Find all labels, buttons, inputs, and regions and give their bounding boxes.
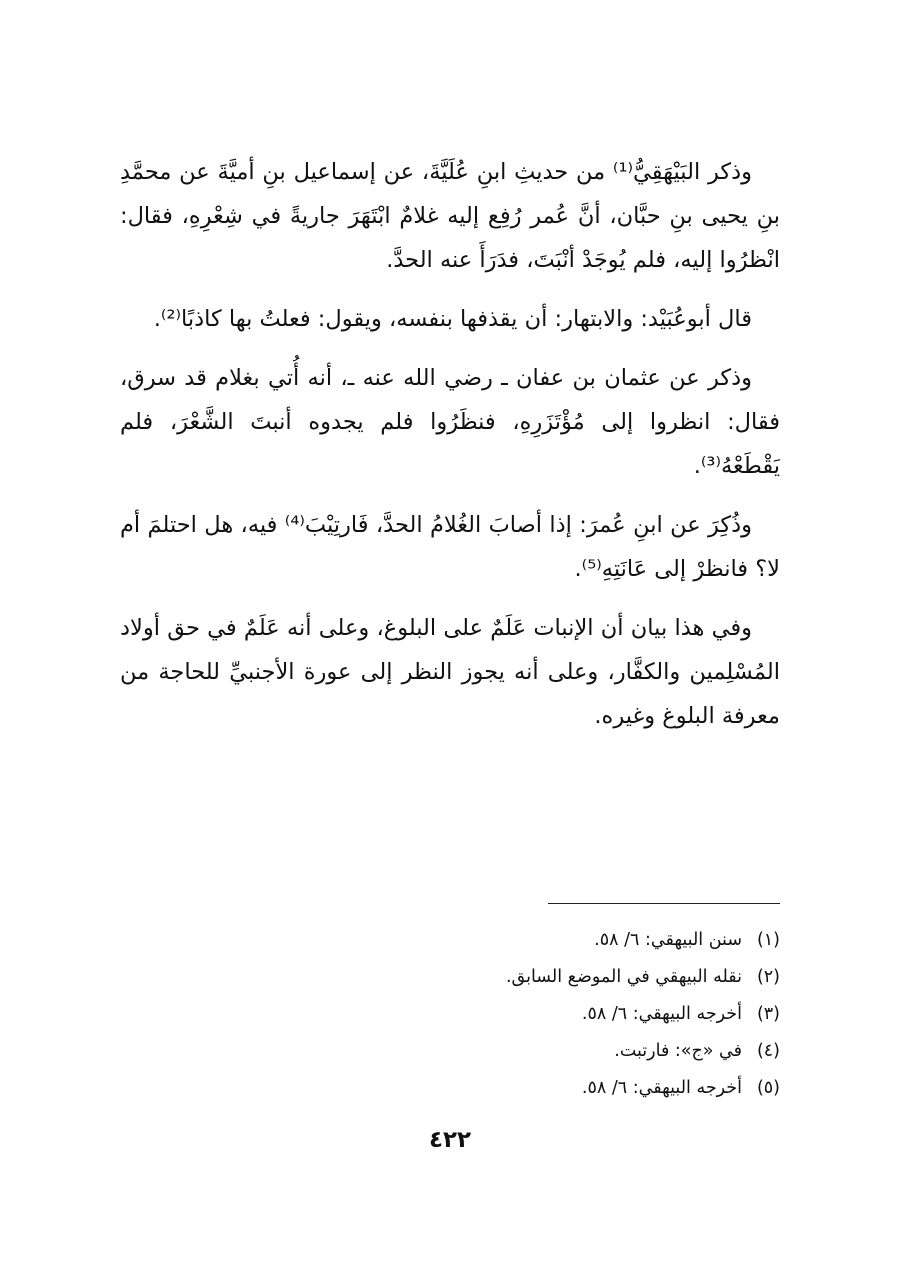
footnote-text: سنن البيهقي: ٦/ ٥٨. [594, 930, 742, 950]
footnote-number: (٥) [756, 1078, 780, 1098]
paragraph: وذكر البَيْهَقِيُّ⁽¹⁾ من حديثِ ابنِ عُلَيَّةَ، عن إسماعيل بنِ أميَّةَ عن محمَّدِ بنِ يحيى بنِ حبَّان، أنَّ عُمر رُفِع إليه غلامٌ ابْتَهَرَ جاريةً في شِعْرِهِ، فقال: انْظرُوا إليه، فلم يُوجَدْ أنْبَتَ، فدَرَأَ عنه الحدَّ. [120, 159, 780, 273]
footnote-number: (٤) [756, 1041, 780, 1061]
main-text [120, 150, 780, 753]
paragraph: وذكر عن عثمان بن عفان ـ رضي الله عنه ـ، أنه أُتي بغلام قد سرق، فقال: انظروا إلى مُؤْتَزَرِهِ، فنظَرُوا فلم يجدوه أنبتَ الشَّعْرَ، فلم يَقْطَعْهُ⁽³⁾. [120, 365, 780, 479]
footnote-number: (٣) [756, 1004, 780, 1024]
footnote-item [120, 1033, 780, 1070]
footnote-number: (١) [756, 930, 780, 950]
footnote-item [120, 1070, 780, 1107]
page-number: ٤٢٢ [428, 1127, 472, 1153]
footnote-number: (٢) [756, 967, 780, 987]
paragraph: وفي هذا بيان أن الإنبات عَلَمٌ على البلوغ، وعلى أنه عَلَمٌ في حق أولاد المُسْلِمين والكفَّار، وعلى أنه يجوز النظر إلى عورة الأجنبيِّ للحاجة من معرفة البلوغ وغيره. [120, 615, 780, 729]
paragraph: وذُكِرَ عن ابنِ عُمرَ: إذا أصابَ الغُلامُ الحدَّ، فَارتِيْبَ⁽⁴⁾ فيه، هل احتلمَ أم لا؟ فانظرْ إلى عَانَتِهِ⁽⁵⁾. [120, 512, 780, 582]
footnotes [120, 922, 780, 1107]
footnote-text: أخرجه البيهقي: ٦/ ٥٨. [581, 1078, 742, 1098]
footnote-item [120, 922, 780, 959]
footnote-text: نقله البيهقي في الموضع السابق. [505, 967, 742, 987]
footnote-item [120, 996, 780, 1033]
footnote-item [120, 959, 780, 996]
footnote-separator [548, 903, 780, 904]
paragraph: قال أبوعُبَيْد: والابتهار: أن يقذفها بنفسه، ويقول: فعلتُ بها كاذبًا⁽²⁾. [153, 306, 752, 332]
footnote-text: في «ج»: فارتبت. [614, 1041, 742, 1061]
footnote-text: أخرجه البيهقي: ٦/ ٥٨. [581, 1004, 742, 1024]
